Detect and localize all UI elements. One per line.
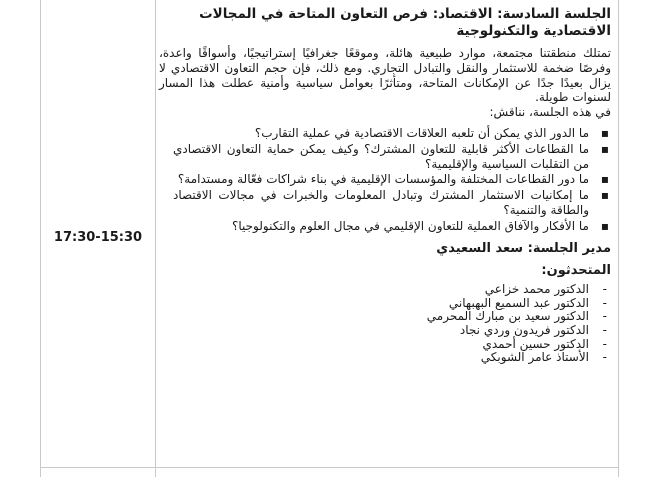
agenda-table (40, 0, 619, 477)
discussion-point: ▪ ما القطاعات الأكثر قابلية للتعاون المشترك؟ وكيف يمكن حماية التعاون الاقتصادي من التقلبات السياسية والإقليمية؟ (173, 142, 589, 172)
speakers-list (159, 283, 611, 365)
time-cell (41, 0, 156, 477)
speaker-item: - الدكتور فريدون وردي نجاد (159, 324, 589, 338)
session-intro: تمتلك منطقتنا مجتمعة، موارد طبيعية هائلة، وموقعًا جغرافيًا إستراتيجيًا، وأسواقًا واعدة، وفرصًا ضخمة للاستثمار والنقل والتبادل التجاري. ومع ذلك، فإن حجم التعاون الاقتصادي لا يزال بعيدًا جدًا عن الإمكانات المتاحة، ومتأثرًا بعوامل سياسية وأمنية عطلت هذا المسار لسنوات طويلة. (159, 46, 611, 105)
speaker-item: - الدكتور سعيد بن مبارك المحرمي (159, 310, 589, 324)
discussion-points (159, 126, 611, 234)
speaker-item: - الدكتور حسين أحمدي (159, 338, 589, 352)
session-details (159, 2, 611, 365)
row-divider (41, 467, 618, 468)
session-title: الجلسة السادسة: الاقتصاد: فرص التعاون المتاحة في المجالات الاقتصادية والتكنولوجية (199, 6, 611, 39)
discussion-point: ▪ ما الدور الذي يمكن أن تلعبه العلاقات الاقتصادية في عملية التقارب؟ (173, 126, 589, 141)
speakers-heading: المتحدثون: (541, 263, 611, 279)
session-time: 17:30-15:30 (53, 230, 143, 245)
discussion-point: ▪ ما إمكانيات الاستثمار المشترك وتبادل المعلومات والخبرات في مجالات الاقتصاد والطاقة والتنمية؟ (173, 188, 589, 218)
speaker-item: - الدكتور عبد السميع البهبهاني (159, 297, 589, 311)
speaker-item: - الأستاذ عامر الشوبكي (159, 351, 589, 365)
discussion-point: ▪ ما الأفكار والآفاق العملية للتعاون الإقليمي في مجال العلوم والتكنولوجيا؟ (173, 219, 589, 234)
speaker-item: - الدكتور محمد خزاعي (159, 283, 589, 297)
session-lead: في هذه الجلسة، نناقش: (489, 105, 611, 120)
session-moderator: مدير الجلسة: سعد السعيدي (436, 240, 611, 256)
discussion-point: ▪ ما دور القطاعات المختلفة والمؤسسات الإقليمية في بناء شراكات فعّالة ومستدامة؟ (173, 172, 589, 187)
